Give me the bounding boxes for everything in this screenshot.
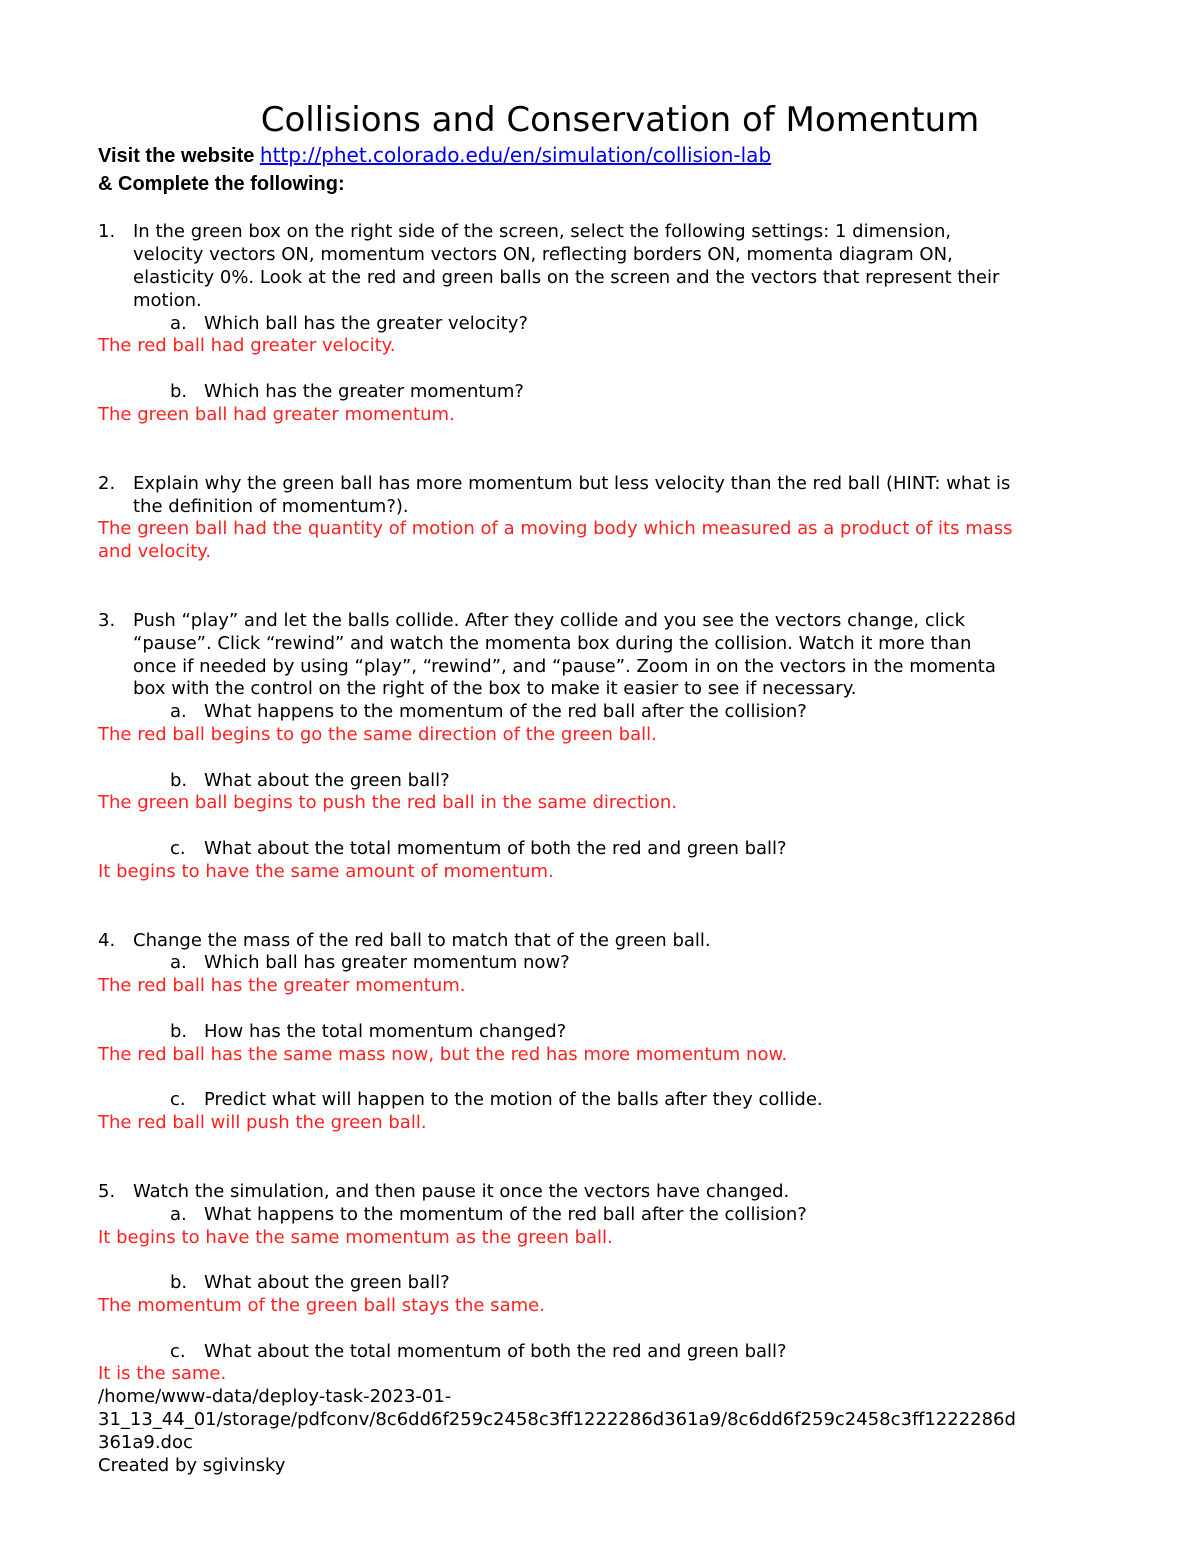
q4a-label: a.: [170, 952, 187, 973]
q4b-question: How has the total momentum changed?: [204, 1021, 567, 1042]
intro-visit-text: Visit the website: [98, 145, 260, 167]
q3-line: box with the control on the right of the box to make it easier to see if necessary.: [133, 678, 857, 699]
footer-path-line: 31_13_44_01/storage/pdfconv/8c6dd6f259c2458c3ff1222286d361a9/8c6dd6f259c2458c3ff1222286d: [98, 1409, 1016, 1430]
q1a-answer: The red ball had greater velocity.: [98, 335, 396, 356]
q3-line: “pause”. Click “rewind” and watch the momenta box during the collision. Watch it more than: [133, 633, 972, 654]
q5b-label: b.: [170, 1272, 188, 1293]
q4c-answer: The red ball will push the green ball.: [98, 1112, 427, 1133]
intro: [98, 141, 771, 198]
q4c-question: Predict what will happen to the motion of the balls after they collide.: [204, 1089, 823, 1110]
q2-number: 2.: [98, 473, 116, 494]
q5a-question: What happens to the momentum of the red ball after the collision?: [204, 1204, 807, 1225]
q3-number: 3.: [98, 610, 116, 631]
q5c-label: c.: [170, 1341, 186, 1362]
q1-line: motion.: [133, 290, 202, 311]
q3c-label: c.: [170, 838, 186, 859]
q2-answer-line: The green ball had the quantity of motion of a moving body which measured as a product of its mass: [98, 518, 1013, 539]
q5c-answer: It is the same.: [98, 1363, 227, 1384]
q4a-answer: The red ball has the greater momentum.: [98, 975, 466, 996]
q3c-question: What about the total momentum of both the red and green ball?: [204, 838, 787, 859]
q4a-question: Which ball has greater momentum now?: [204, 952, 570, 973]
intro-visit-line: [98, 141, 771, 170]
q2-answer-line: and velocity.: [98, 541, 212, 562]
q4c-label: c.: [170, 1089, 186, 1110]
q1-line: elasticity 0%. Look at the red and green balls on the screen and the vectors that represent their: [133, 267, 1000, 288]
document-title: Collisions and Conservation of Momentum: [260, 100, 980, 140]
intro-complete-text: & Complete the following:: [98, 173, 345, 195]
q4b-label: b.: [170, 1021, 188, 1042]
q2-line: Explain why the green ball has more momentum but less velocity than the red ball (HINT: what is: [133, 473, 1011, 494]
q5b-question: What about the green ball?: [204, 1272, 450, 1293]
q3c-answer: It begins to have the same amount of momentum.: [98, 861, 554, 882]
q1a-label: a.: [170, 313, 187, 334]
q1b-label: b.: [170, 381, 188, 402]
q3a-label: a.: [170, 701, 187, 722]
q1-line: velocity vectors ON, momentum vectors ON, reflecting borders ON, momenta diagram ON,: [133, 244, 953, 265]
q3-line: once if needed by using “play”, “rewind”, and “pause”. Zoom in on the vectors in the momenta: [133, 656, 996, 677]
footer-path-line: /home/www-data/deploy-task-2023-01-: [98, 1386, 452, 1407]
q3b-question: What about the green ball?: [204, 770, 450, 791]
q5b-answer: The momentum of the green ball stays the same.: [98, 1295, 545, 1316]
q4-number: 4.: [98, 930, 116, 951]
q1a-question: Which ball has the greater velocity?: [204, 313, 528, 334]
q4b-answer: The red ball has the same mass now, but the red has more momentum now.: [98, 1044, 788, 1065]
q5-number: 5.: [98, 1181, 116, 1202]
simulation-link[interactable]: http://phet.colorado.edu/en/simulation/collision-lab: [259, 143, 772, 167]
q3-line: Push “play” and let the balls collide. After they collide and you see the vectors change, click: [133, 610, 966, 631]
q3b-answer: The green ball begins to push the red ball in the same direction.: [98, 792, 678, 813]
q5a-answer: It begins to have the same momentum as the green ball.: [98, 1227, 613, 1248]
q1b-question: Which has the greater momentum?: [204, 381, 524, 402]
q3a-answer: The red ball begins to go the same direction of the green ball.: [98, 724, 657, 745]
q3a-question: What happens to the momentum of the red ball after the collision?: [204, 701, 807, 722]
q2-line: the definition of momentum?).: [133, 496, 409, 517]
q5a-label: a.: [170, 1204, 187, 1225]
q1b-answer: The green ball had greater momentum.: [98, 404, 455, 425]
q5-line: Watch the simulation, and then pause it once the vectors have changed.: [133, 1181, 790, 1202]
q4-line: Change the mass of the red ball to match that of the green ball.: [133, 930, 711, 951]
q1-line: In the green box on the right side of the screen, select the following settings: 1 dimension,: [133, 221, 952, 242]
q1-number: 1.: [98, 221, 116, 242]
footer-path-line: 361a9.doc: [98, 1432, 193, 1453]
q5c-question: What about the total momentum of both the red and green ball?: [204, 1341, 787, 1362]
footer-created-by: Created by sgivinsky: [98, 1455, 286, 1476]
q3b-label: b.: [170, 770, 188, 791]
